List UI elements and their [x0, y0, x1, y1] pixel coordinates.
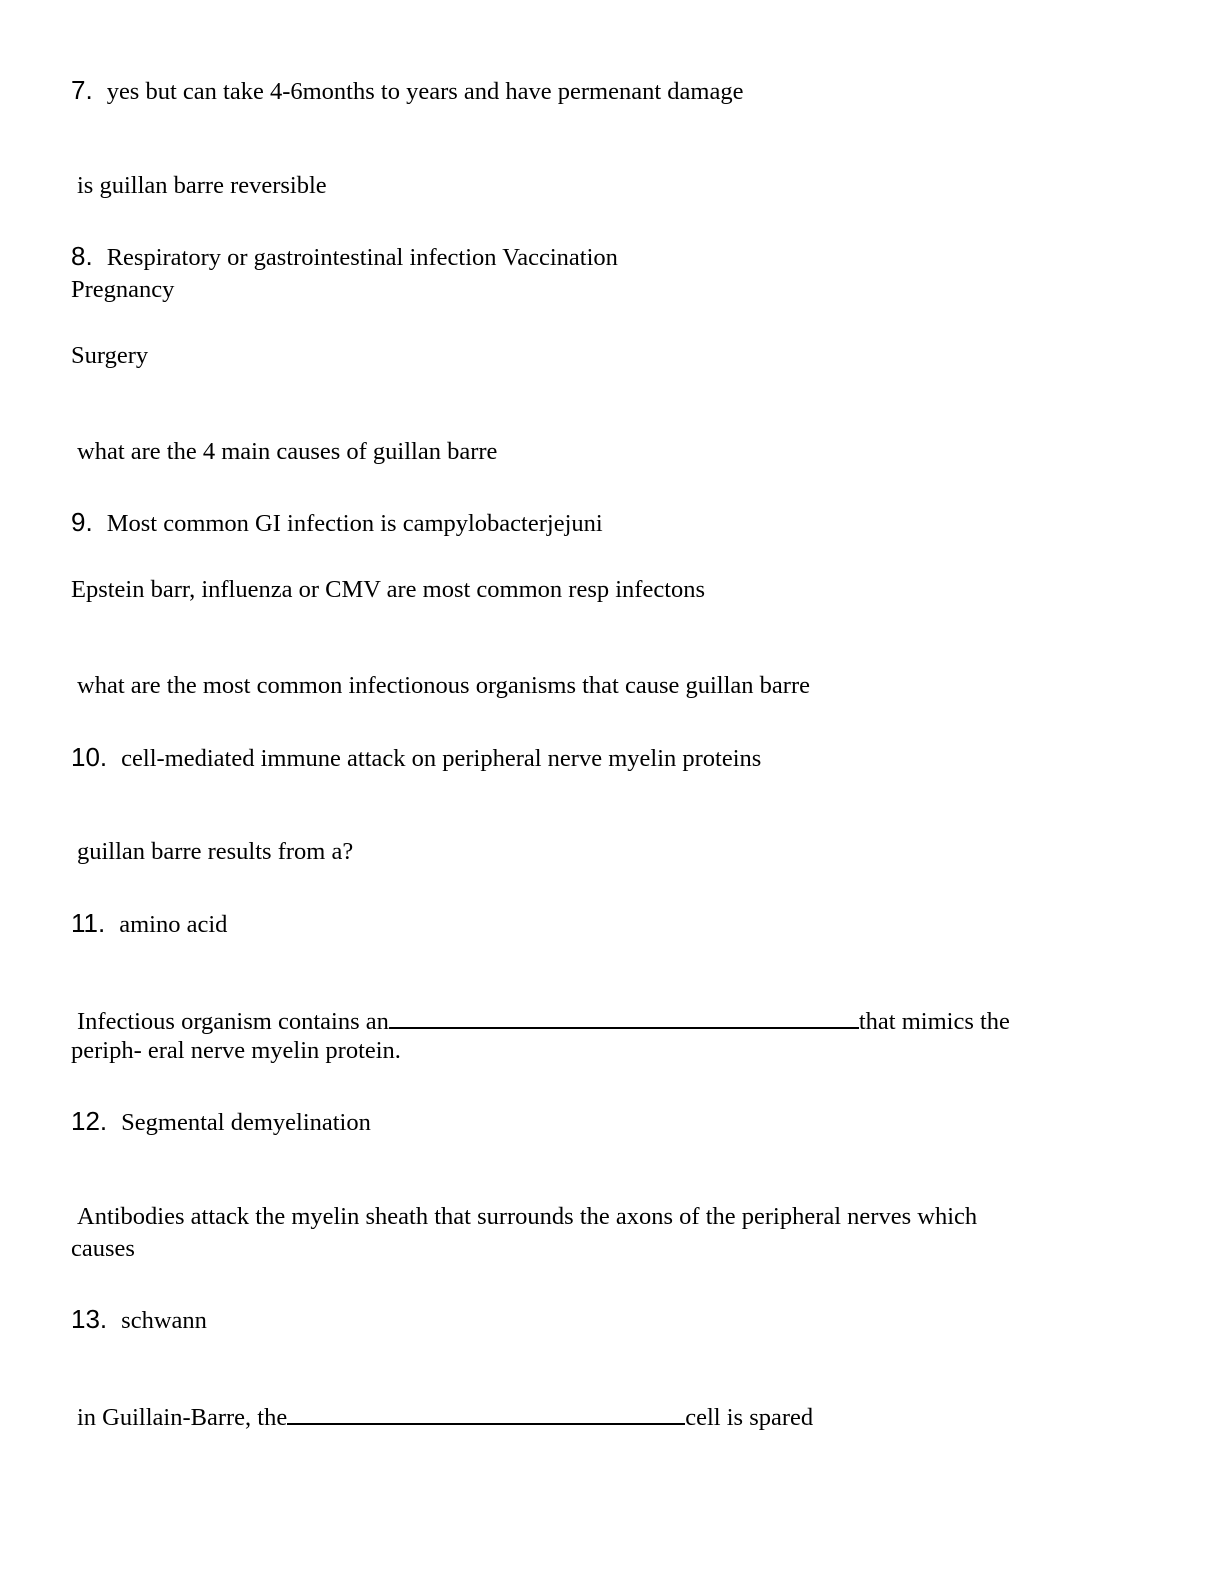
answer-text: yes but can take 4-6months to years and have permenant damage [106, 78, 744, 105]
answer-text: schwann [121, 1307, 207, 1334]
answer-text: Pregnancy [71, 276, 175, 303]
item-8-answer-line: Surgery [71, 342, 149, 369]
item-number: 9. [71, 507, 93, 537]
fill-in-blank [287, 1399, 685, 1425]
item-8-question: what are the 4 main causes of guillan barre [77, 438, 498, 465]
fill-in-blank [389, 1003, 859, 1029]
answer-text: Most common GI infection is campylobacterjejuni [106, 510, 603, 537]
item-9-answer-line: Epstein barr, influenza or CMV are most common resp infectons [71, 576, 706, 603]
item-number: 8. [71, 241, 93, 271]
item-10-question: guillan barre results from a? [77, 838, 354, 865]
item-number: 7. [71, 75, 93, 105]
item-8-answer [71, 240, 1131, 306]
item-13-answer [71, 1303, 1131, 1337]
answer-text: Segmental demyelination [121, 1109, 371, 1136]
question-text: cell is spared [685, 1404, 814, 1431]
item-11-question-line: periph- eral nerve myelin protein. [71, 1037, 401, 1064]
item-number: 11. [71, 908, 106, 938]
item-12-question: Antibodies attack the myelin sheath that surrounds the axons of the peripheral nerves which [77, 1203, 978, 1230]
item-10-answer [71, 741, 1131, 775]
item-7-question: is guillan barre reversible [77, 172, 327, 199]
answer-text: amino acid [119, 911, 228, 938]
item-12-answer [71, 1105, 1131, 1139]
item-11-question [71, 1003, 1137, 1038]
item-7-answer [71, 74, 1131, 108]
answer-text: cell-mediated immune attack on peripheral nerve myelin proteins [121, 745, 762, 772]
question-text: in Guillain-Barre, the [77, 1404, 288, 1431]
item-13-question [71, 1399, 1137, 1434]
item-9-answer [71, 506, 1131, 540]
item-9-question: what are the most common infectionous organisms that cause guillan barre [77, 672, 810, 699]
question-text: that mimics the [858, 1008, 1010, 1035]
question-text: Infectious organism contains an [77, 1008, 389, 1035]
item-11-answer [71, 907, 1131, 941]
item-number: 13. [71, 1304, 108, 1334]
answer-text: Respiratory or gastrointestinal infection Vaccination [106, 244, 618, 271]
item-number: 12. [71, 1106, 108, 1136]
item-number: 10. [71, 742, 108, 772]
item-12-question-line: causes [71, 1235, 135, 1262]
